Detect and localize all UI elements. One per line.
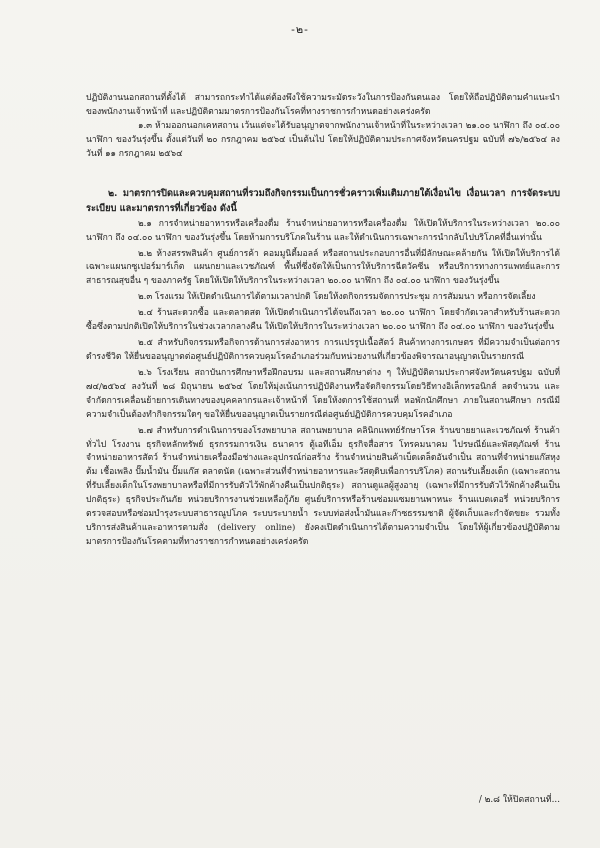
paragraph-2-3: ๒.๓ โรงแรม ให้เปิดดำเนินการได้ตามเวลาปกติ โดยให้งดกิจกรรมจัดการประชุม การสัมมนา หรือการจัดเลี้ยง (138, 292, 536, 303)
paragraph-2-7: ๒.๗ สำหรับการดำเนินการของโรงพยาบาล สถานพยาบาล คลินิกแพทย์รักษาโรค ร้านขายยาและเวชภัณฑ์ ร้านค้าทั่วไป โรงงาน ธุรกิจหลักทรัพย์ ธุรกรรมการเงิน ธนาคาร ตู้เอทีเอ็ม ธุรกิจสื่อสาร โทรคมนาคม ไปรษณีย์และพัสดุภัณฑ์ ร้านจำหน่ายอาหารสัตว์ ร้านจำหน่ายเครื่องมือช่างและอุปกรณ์ก่อสร้าง ร้านจำหน่ายสินค้าเบ็ดเตล็ดอันจำเป็น สถานที่จำหน่ายแก๊สหุงต้ม เชื้อเพลิง ปั๊มน้ำมัน ปั๊มแก๊ส ตลาดนัด (เฉพาะส่วนที่จำหน่ายอาหารและวัสดุดิบเพื่อการบริโภค) สถานรับเลี้ยงเด็ก (เฉพาะสถานที่รับเลี้ยงเด็กในโรงพยาบาลหรือที่มีการรับตัวไว้พักค้างคืนเป็นปกติธุระ) สถานดูแลผู้สูงอายุ (เฉพาะที่มีการรับตัวไว้พักค้างคืนเป็นปกติธุระ) ธุรกิจประกันภัย หน่วยบริการงานช่วยเหลือกู้ภัย ศูนย์บริการหรือร้านซ่อมแซมยานพาหนะ ร้านแบตเตอรี่ หน่วยบริการตรวจสอบหรือซ่อมบำรุงระบบสาธารณูปโภค ระบบระบายน้ำ ระบบท่อส่งน้ำมันและก๊าซธรรมชาติ ผู้จัดเก็บและกำจัดขยะ รวมทั้งบริการส่งสินค้าและอาหารตามสั่ง (delivery online) ยังคงเปิดดำเนินการได้ตามความจำเป็น โดยให้ผู้เกี่ยวข้องปฏิบัติตามมาตรการป้องกันโรคตามที่ทางราชการกำหนดอย่างเคร่งครัด (86, 425, 560, 547)
document-body (86, 92, 560, 550)
paragraph-2-6: ๒.๖ โรงเรียน สถาบันการศึกษาหรือฝึกอบรม และสถานศึกษาต่าง ๆ ให้ปฏิบัติตามประกาศจังหวัดนครปฐม ฉบับที่ ๗๔/๒๕๖๔ ลงวันที่ ๒๘ มิถุนายน ๒๕๖๔ โดยให้มุ่งเน้นการปฏิบัติงานหรือจัดกิจกรรมโดยวิธีทางอิเล็กทรอนิกส์ ลดจำนวน และจำกัดการเคลื่อนย้ายการเดินทางของบุคคลากรและเจ้าหน้าที่ โดยให้งดการใช้สถานที่ หอพักนักศึกษา ภายในสถานศึกษา กรณีมีความจำเป็นต้องทำกิจกรรมใดๆ ขอให้ยื่นขออนุญาตเป็นรายกรณีต่อศูนย์ปฏิบัติการควบคุมโรคอำเภอ (86, 367, 560, 420)
paragraph-2-4: ๒.๔ ร้านสะดวกซื้อ และตลาดสด ให้เปิดดำเนินการได้จนถึงเวลา ๒๐.๐๐ นาฬิกา โดยจำกัดเวลาสำหรับร้านสะดวกซื้อซึ่งตามปกติเปิดให้บริการในช่วงเวลากลางคืน ให้เปิดให้บริการในระหว่างเวลา ๒๐.๐๐ นาฬิกา ถึง ๐๔.๐๐ นาฬิกา ของวันรุ่งขึ้น (86, 308, 560, 333)
section-2-heading: ๒. มาตรการปิดและควบคุมสถานที่รวมถึงกิจกรรมเป็นการชั่วคราวเพิ่มเติมภายใต้เงื่อนไข เงื่อนเวลา การจัดระบบ ระเบียบ และมาตรการที่เกี่ยวข้อง ดังนี้ (86, 187, 560, 214)
paragraph-2-2: ๒.๒ ห้างสรรพสินค้า ศูนย์การค้า คอมมูนิตี้มอลล์ หรือสถานประกอบการอื่นที่มีลักษณะคล้ายกัน ให้เปิดให้บริการได้เฉพาะแผนกซูเปอร์มาร์เก็ต แผนกยาและเวชภัณฑ์ พื้นที่ซึ่งจัดให้เป็นการให้บริการฉีดวัคซีน หรือบริการทางการแพทย์และการสาธารณสุขอื่น ๆ ของภาครัฐ โดยให้เปิดให้บริการในระหว่างเวลา ๒๐.๐๐ นาฬิกา ถึง ๐๔.๐๐ นาฬิกา ของวันรุ่งขึ้น (86, 248, 560, 287)
paragraph-1-3: ๑.๓ ห้ามออกนอกเคหสถาน เว้นแต่จะได้รับอนุญาตจากพนักงานเจ้าหน้าที่ในระหว่างเวลา ๒๑.๐๐ นาฬิกา ถึง ๐๔.๐๐ นาฬิกา ของวันรุ่งขึ้น ตั้งแต่วันที่ ๒๐ กรกฎาคม ๒๕๖๔ เป็นต้นไป โดยให้ปฏิบัติตามประกาศจังหวัดนครปฐม ฉบับที่ ๗๖/๒๕๖๔ ลงวันที่ ๑๑ กรกฎาคม ๒๕๖๔ (86, 120, 560, 159)
paragraph-2-1: ๒.๑ การจำหน่ายอาหารหรือเครื่องดื่ม ร้านจำหน่ายอาหารหรือเครื่องดื่ม ให้เปิดให้บริการในระหว่างเวลา ๒๐.๐๐ นาฬิกา ถึง ๐๔.๐๐ นาฬิกา ของวันรุ่งขึ้น โดยห้ามการบริโภคในร้าน และให้ดำเนินการเฉพาะการนำกลับไปบริโภคที่อื่นเท่านั้น (86, 218, 560, 243)
page-number: -๒- (291, 23, 309, 36)
continuation-note: / ๒.๘ ให้ปิดสถานที่... (478, 795, 560, 805)
paragraph-continued: ปฏิบัติงานนอกสถานที่ตั้งได้ สามารถกระทำได้แต่ต้องพึงใช้ความระมัดระวังในการป้องกันตนเอง โดยให้ถือปฏิบัติตามคำแนะนำของพนักงานเจ้าหน้าที่ และปฏิบัติตามมาตรการป้องกันโรคที่ทางราชการกำหนดอย่างเคร่งครัด (86, 93, 560, 117)
paragraph-2-5: ๒.๕ สำหรับกิจกรรมหรือกิจการด้านการส่งอาหาร การแปรรูปเนื้อสัตว์ สินค้าทางการเกษตร ที่มีความจำเป็นต่อการดำรงชีวิต ให้ยื่นขออนุญาตต่อศูนย์ปฏิบัติการควบคุมโรคอำเภอร่วมกับหน่วยงานที่เกี่ยวข้องพิจารณาอนุญาตเป็นรายกรณี (86, 338, 560, 362)
